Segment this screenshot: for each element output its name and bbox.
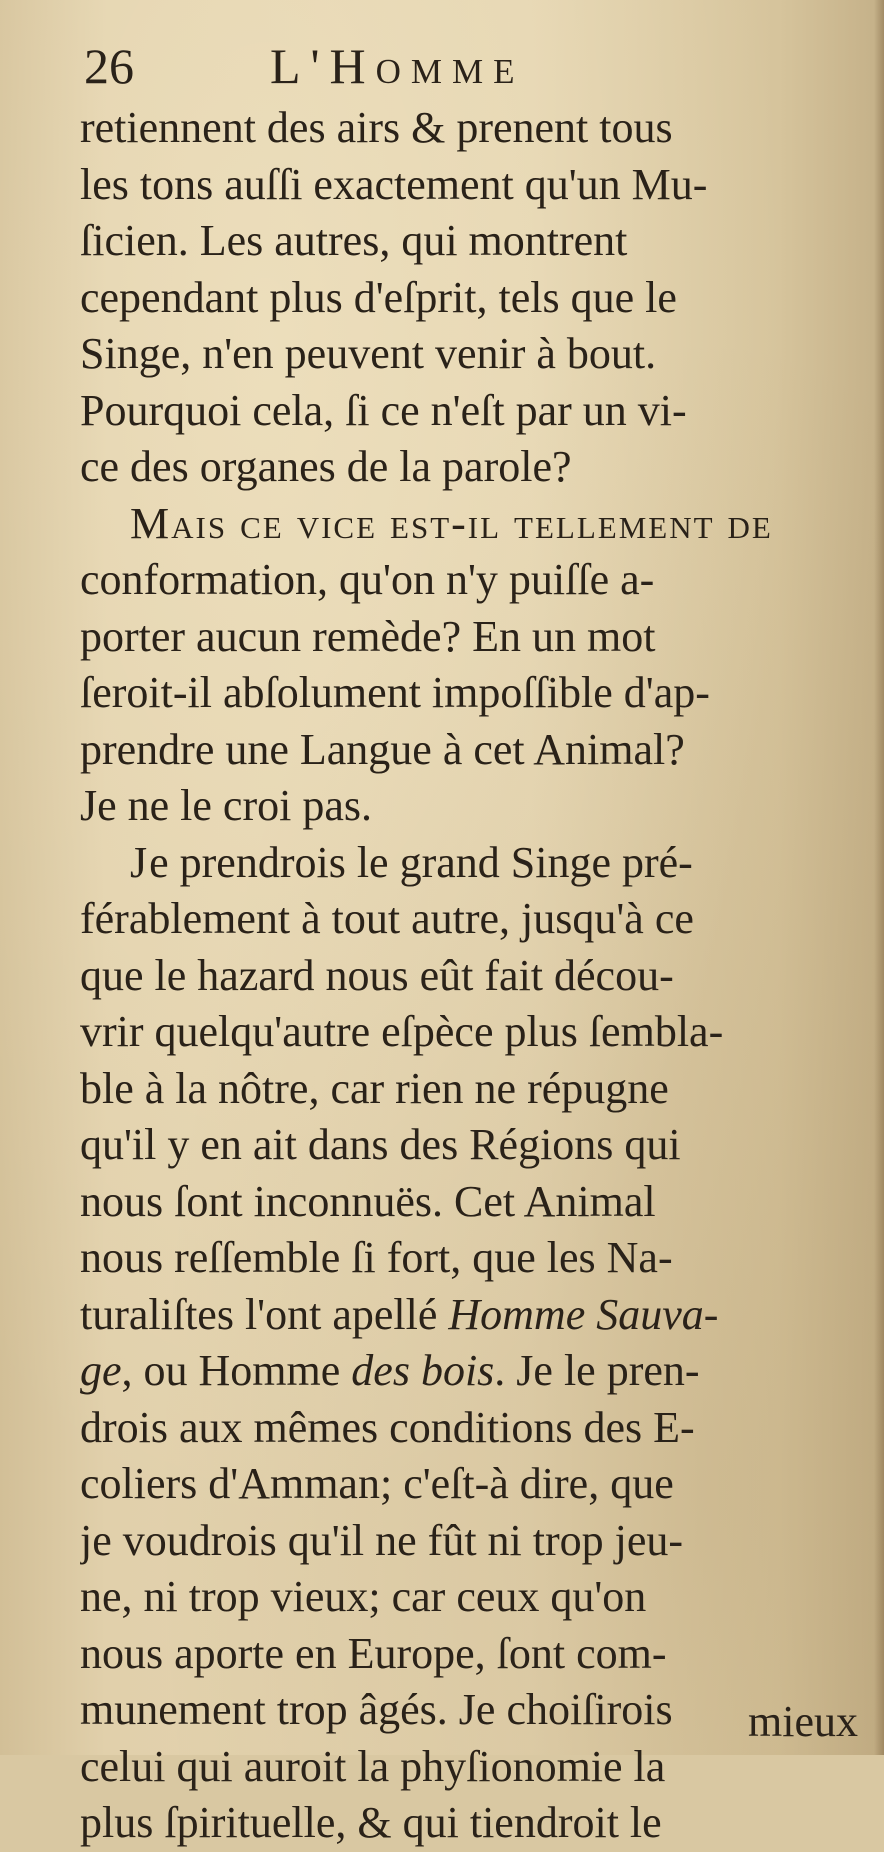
text-line xyxy=(80,1287,860,1344)
text-line: plus ſpirituelle, & qui tiendroit le xyxy=(80,1798,662,1847)
text-line: celui qui auroit la phyſionomie la xyxy=(80,1741,666,1791)
text-line: conformation, qu'on n'y puiſſe a- xyxy=(80,555,655,604)
text-segment: turaliſtes l'ont apellé xyxy=(80,1289,449,1339)
text-line: Je ne le croi pas. xyxy=(80,781,372,830)
text-line: porter aucun remède? En un mot xyxy=(80,611,656,661)
text-line: munement trop âgés. Je choiſirois xyxy=(80,1685,673,1734)
text-line: cependant plus d'eſprit, tels que le xyxy=(80,272,677,322)
page-header xyxy=(84,28,864,98)
initial-word-mais: M xyxy=(130,498,172,548)
text-line: nous aporte en Europe, ſont com- xyxy=(80,1628,667,1678)
italic-segment: Homme Sauva- xyxy=(448,1289,719,1339)
italic-segment: des bois xyxy=(351,1346,495,1395)
text-segment: , ou Homme xyxy=(121,1346,352,1395)
text-line: prendre une Langue à cet Animal? xyxy=(80,724,685,774)
text-line: ſicien. Les autres, qui montrent xyxy=(80,216,628,265)
text-line: retiennent des airs & prenent tous xyxy=(80,103,673,152)
text-line: coliers d'Amman; c'eſt-à dire, que xyxy=(80,1459,674,1508)
paragraph-start-line xyxy=(80,496,860,553)
initial-word-je: J xyxy=(130,837,150,887)
text-segment: e prendrois le grand Singe pré- xyxy=(149,837,693,887)
text-line: vrir quelqu'autre eſpèce plus ſembla- xyxy=(80,1007,724,1056)
text-line: drois aux mêmes conditions des E- xyxy=(80,1402,695,1452)
body-text xyxy=(80,100,860,1852)
catchword: mieux xyxy=(748,1697,858,1746)
text-line: Singe, n'en peuvent venir à bout. xyxy=(80,329,657,378)
italic-segment: ge xyxy=(80,1346,122,1395)
text-line: que le hazard nous eût fait décou- xyxy=(80,950,674,1000)
text-segment: ais ce vice eſt-il tellement de xyxy=(171,498,773,548)
page-number: 26 xyxy=(84,38,134,94)
text-line: les tons auſſi exactement qu'un Mu- xyxy=(80,159,708,209)
text-line: ce des organes de la parole? xyxy=(80,442,572,491)
text-line: nous ſont inconnuës. Cet Animal xyxy=(80,1176,656,1226)
text-line: ſeroit-il abſolument impoſſible d'ap- xyxy=(80,668,710,717)
text-line: férablement à tout autre, jusqu'à ce xyxy=(80,894,694,943)
text-line: ble à la nôtre, car rien ne répugne xyxy=(80,1063,669,1113)
text-line xyxy=(80,1343,860,1400)
running-head: L'Homme xyxy=(270,38,525,94)
text-line: ne, ni trop vieux; car ceux qu'on xyxy=(80,1572,647,1621)
paragraph-start-line xyxy=(80,835,860,892)
text-line: je voudrois qu'il ne fût ni trop jeu- xyxy=(80,1515,684,1565)
page-edge-shadow xyxy=(874,0,884,1755)
text-line: qu'il y en ait dans des Régions qui xyxy=(80,1120,681,1169)
text-segment: . Je le pren- xyxy=(494,1346,700,1395)
text-line: Pourquoi cela, ſi ce n'eſt par un vi- xyxy=(80,385,687,435)
text-line: nous reſſemble ſi fort, que les Na- xyxy=(80,1233,673,1282)
